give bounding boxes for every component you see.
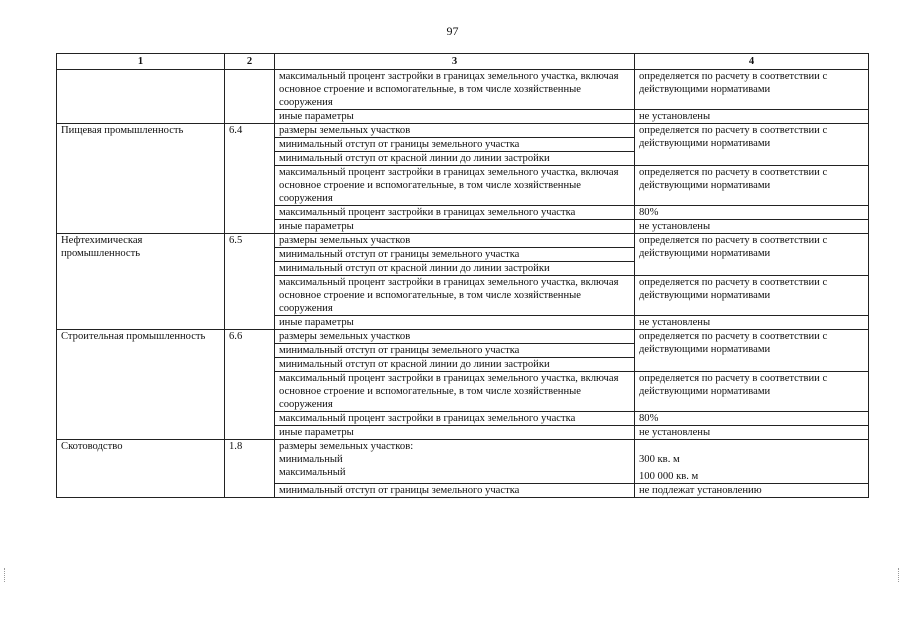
- table-row: [57, 70, 869, 110]
- land-use-table: [56, 53, 869, 498]
- parameter-cell: минимальный отступ от красной линии до линии застройки: [275, 262, 635, 276]
- parameter-cell: максимальный процент застройки в границах земельного участка: [275, 206, 635, 220]
- use-code-cell: 6.4: [225, 124, 275, 234]
- min-label: минимальный: [279, 454, 343, 465]
- parameter-cell: минимальный отступ от границы земельного участка: [275, 344, 635, 358]
- max-label: максимальный: [279, 467, 346, 478]
- column-header: 2: [225, 54, 275, 70]
- min-size-value: 300 кв. м: [639, 454, 680, 465]
- parameter-cell: минимальный отступ от границы земельного участка: [275, 138, 635, 152]
- value-cell: не установлены: [635, 426, 869, 440]
- value-cell: определяется по расчету в соответствии с действующими нормативами: [635, 124, 869, 166]
- table-row: [57, 234, 869, 248]
- parameter-cell: максимальный процент застройки в границах земельного участка, включая основное строение и вспомогательные, в том числе хозяйственные сооружения: [275, 276, 635, 316]
- value-cell: 80%: [635, 412, 869, 426]
- column-header: 3: [275, 54, 635, 70]
- table-row: [57, 330, 869, 344]
- value-cell: [635, 440, 869, 484]
- value-cell: определяется по расчету в соответствии с действующими нормативами: [635, 372, 869, 412]
- parameter-cell: максимальный процент застройки в границах земельного участка, включая основное строение и вспомогательные, в том числе хозяйственные сооружения: [275, 372, 635, 412]
- value-cell: 80%: [635, 206, 869, 220]
- parameter-cell: иные параметры: [275, 316, 635, 330]
- parameter-cell: иные параметры: [275, 426, 635, 440]
- parameter-cell: размеры земельных участков: [275, 124, 635, 138]
- value-cell: не установлены: [635, 110, 869, 124]
- value-cell: определяется по расчету в соответствии с действующими нормативами: [635, 166, 869, 206]
- use-name-cell: Скотоводство: [57, 440, 225, 498]
- value-cell: не подлежат установлению: [635, 484, 869, 498]
- parameter-cell: минимальный отступ от границы земельного участка: [275, 248, 635, 262]
- header-row: [57, 54, 869, 70]
- parameter-cell: иные параметры: [275, 220, 635, 234]
- column-header: 1: [57, 54, 225, 70]
- use-code-cell: 6.6: [225, 330, 275, 440]
- parameter-cell: минимальный отступ от красной линии до линии застройки: [275, 358, 635, 372]
- page-number: 97: [446, 24, 459, 38]
- value-cell: не установлены: [635, 220, 869, 234]
- parameter-cell: размеры земельных участков: [275, 234, 635, 248]
- scan-margin-mark: [4, 568, 7, 582]
- scan-margin-mark: [898, 568, 901, 582]
- parameter-cell: минимальный отступ от границы земельного участка: [275, 484, 635, 498]
- sizes-label: размеры земельных участков:: [279, 441, 414, 452]
- parameter-cell: максимальный процент застройки в границах земельного участка, включая основное строение и вспомогательные, в том числе хозяйственные сооружения: [275, 70, 635, 110]
- use-name-cell: [57, 70, 225, 124]
- parameter-cell: максимальный процент застройки в границах земельного участка: [275, 412, 635, 426]
- table-row: [57, 440, 869, 484]
- parameter-cell: размеры земельных участков: [275, 330, 635, 344]
- parameter-cell: максимальный процент застройки в границах земельного участка, включая основное строение и вспомогательные, в том числе хозяйственные сооружения: [275, 166, 635, 206]
- use-name-cell: Пищевая промышленность: [57, 124, 225, 234]
- value-cell: определяется по расчету в соответствии с действующими нормативами: [635, 234, 869, 276]
- column-header: 4: [635, 54, 869, 70]
- value-cell: определяется по расчету в соответствии с действующими нормативами: [635, 330, 869, 372]
- use-code-cell: 6.5: [225, 234, 275, 330]
- parameter-cell: иные параметры: [275, 110, 635, 124]
- table-row: [57, 124, 869, 138]
- use-name-cell: Строительная промышленность: [57, 330, 225, 440]
- use-name-cell: Нефтехимическая промышленность: [57, 234, 225, 330]
- parameter-cell: [275, 440, 635, 484]
- max-size-value: 100 000 кв. м: [639, 471, 699, 482]
- value-cell: не установлены: [635, 316, 869, 330]
- use-code-cell: 1.8: [225, 440, 275, 498]
- use-code-cell: [225, 70, 275, 124]
- parameter-cell: минимальный отступ от красной линии до линии застройки: [275, 152, 635, 166]
- value-cell: определяется по расчету в соответствии с действующими нормативами: [635, 70, 869, 110]
- value-cell: определяется по расчету в соответствии с действующими нормативами: [635, 276, 869, 316]
